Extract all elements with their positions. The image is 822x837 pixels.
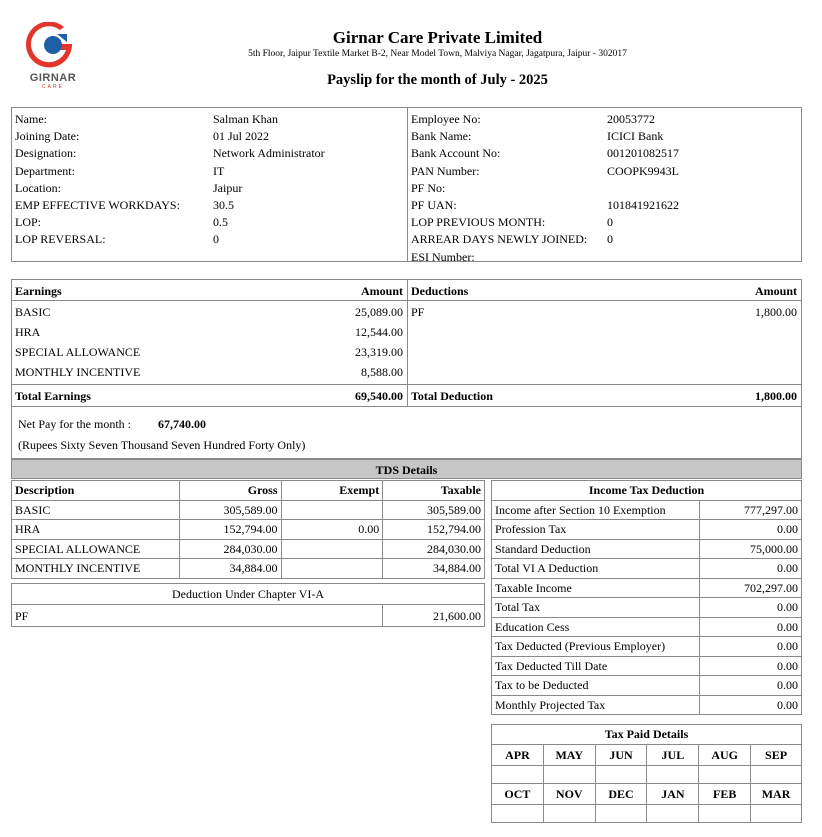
employee-field-value: Network Administrator [213,146,325,161]
tds-cell [281,539,383,559]
income-tax-row [492,637,802,657]
tds-row [12,559,485,579]
employee-field-value: 101841921622 [607,198,679,212]
income-tax-row [492,500,802,520]
tds-cell: 284,030.00 [179,539,281,559]
tds-cell: 152,794.00 [383,520,485,540]
tax-paid-month: OCT [492,783,544,804]
employee-field-label: PAN Number: [411,163,480,178]
tax-paid-month: JUL [647,744,699,765]
total-earnings-label: Total Earnings [15,389,91,403]
income-tax-amount: 777,297.00 [699,500,801,520]
company-address: 5th Floor, Jaipur Textile Market B-2, Near Model Town, Malviya Nagar, Jagatpura, Jaipur - 302017 [248,49,627,59]
employee-field-label: Joining Date: [15,129,80,144]
employee-field-label: Designation: [15,146,77,161]
income-tax-amount: 0.00 [699,695,801,715]
income-tax-label: Income after Section 10 Exemption [492,500,700,520]
income-tax-amount: 0.00 [699,617,801,637]
tds-cell [281,500,383,520]
total-earnings-amount: 69,540.00 [355,389,403,403]
income-tax-label: Tax to be Deducted [492,676,700,696]
income-tax-label: Total Tax [492,598,700,618]
income-tax-row [492,539,802,559]
company-name: Girnar Care Private Limited [332,28,543,47]
employee-field-value: 01 Jul 2022 [213,129,270,144]
income-tax-row [492,578,802,598]
earning-amount: 8,588.00 [361,365,403,379]
earnings-amount-header: Amount [360,284,403,298]
income-tax-label: Education Cess [492,617,700,637]
income-tax-row [492,676,802,696]
income-tax-row [492,617,802,637]
income-tax-title: Income Tax Deduction [492,481,802,501]
tds-cell: 305,589.00 [383,500,485,520]
tds-row [12,520,485,540]
tds-column-header: Description [12,481,180,501]
employee-field-value: Jaipur [213,180,243,195]
income-tax-label: Monthly Projected Tax [492,695,700,715]
income-tax-row [492,656,802,676]
tax-paid-month: APR [492,744,544,765]
earning-amount: 12,544.00 [355,325,403,339]
deductions-header: Deductions [411,284,469,298]
employee-field-value: 001201082517 [607,146,679,161]
employee-field-value: Salman Khan [213,112,278,126]
employee-field-label: LOP REVERSAL: [15,232,106,247]
tds-cell: MONTHLY INCENTIVE [12,559,180,579]
tax-paid-value [492,804,544,822]
tax-paid-value [699,765,751,783]
employee-field-value: IT [213,163,225,178]
tds-cell: HRA [12,520,180,540]
employee-field-label: LOP PREVIOUS MONTH: [411,215,546,230]
tax-paid-month-row [492,783,802,804]
tds-cell: 152,794.00 [179,520,281,540]
tax-paid-value [595,804,647,822]
earning-label: BASIC [15,305,51,319]
employee-field-label: Employee No: [411,112,481,126]
employee-field-label: ARREAR DAYS NEWLY JOINED: [411,232,588,247]
tax-paid-month: DEC [595,783,647,804]
employee-field-label: Name: [15,112,47,126]
tax-paid-value [751,804,802,822]
tds-cell: 0.00 [281,520,383,540]
tax-paid-value [595,765,647,783]
tax-paid-value [647,765,699,783]
tds-row [12,500,485,520]
employee-field-value: 0.5 [213,215,228,230]
net-pay-words: (Rupees Sixty Seven Thousand Seven Hundred Forty Only) [18,438,306,452]
tax-paid-value [647,804,699,822]
income-tax-amount: 75,000.00 [699,539,801,559]
tds-cell: 284,030.00 [383,539,485,559]
employee-field-value: 0 [607,215,613,230]
employee-field-label: ESI Number: [411,249,475,264]
employee-field-label: Location: [15,180,61,195]
total-deduction-amount: 1,800.00 [755,389,797,403]
earning-amount: 25,089.00 [355,305,403,319]
earnings-header: Earnings [15,284,62,298]
employee-field-label: PF UAN: [411,198,457,212]
tds-cell: SPECIAL ALLOWANCE [12,539,180,559]
income-tax-amount: 0.00 [699,598,801,618]
deductions-amount-header: Amount [754,284,797,298]
income-tax-row [492,695,802,715]
employee-field-value: COOPK9943L [607,163,680,178]
chapter-via-title: Deduction Under Chapter VI-A [12,584,485,605]
income-tax-label: Total VI A Deduction [492,559,700,579]
income-tax-label: Tax Deducted Till Date [492,656,700,676]
income-tax-label: Standard Deduction [492,539,700,559]
tax-paid-month-row [492,744,802,765]
tds-cell: BASIC [12,500,180,520]
chapter-via-row [12,605,485,627]
earning-label: MONTHLY INCENTIVE [15,365,141,379]
tax-paid-value [543,765,595,783]
employee-field-value: 30.5 [213,198,234,212]
deduction-label: PF [411,305,425,319]
tax-paid-table [491,724,802,823]
tds-column-header: Taxable [383,481,485,501]
tds-row [12,539,485,559]
employee-field-value: ICICI Bank [607,129,664,144]
tds-cell: 34,884.00 [179,559,281,579]
tax-paid-month: MAY [543,744,595,765]
employee-field-value: 20053772 [607,112,655,126]
tax-paid-month: MAR [751,783,802,804]
tax-paid-value [699,804,751,822]
tax-paid-value-row [492,804,802,822]
chapter-via-table [11,583,485,627]
chapter-via-label: PF [12,605,383,627]
net-pay-amount: 67,740.00 [158,417,206,431]
income-tax-amount: 0.00 [699,520,801,540]
tax-paid-month: JUN [595,744,647,765]
employee-field-value: 0 [607,232,613,247]
tax-paid-month: FEB [699,783,751,804]
tax-paid-month: NOV [543,783,595,804]
tds-column-header: Gross [179,481,281,501]
logo-text: GIRNAR [29,72,77,84]
net-pay-label: Net Pay for the month : [18,417,131,431]
tax-paid-month: JAN [647,783,699,804]
tds-title: TDS Details [11,459,802,479]
total-deduction-label: Total Deduction [411,389,493,403]
payslip-title: Payslip for the month of July - 2025 [327,72,548,88]
girnar-logo-icon [22,22,84,68]
employee-field-label: EMP EFFECTIVE WORKDAYS: [15,198,180,212]
employee-field-label: Department: [15,163,75,178]
tax-paid-value [492,765,544,783]
tax-paid-value [543,804,595,822]
income-tax-amount: 702,297.00 [699,578,801,598]
income-tax-label: Profession Tax [492,520,700,540]
income-tax-row [492,520,802,540]
income-tax-row [492,559,802,579]
employee-field-label: Bank Name: [411,129,472,144]
income-tax-amount: 0.00 [699,676,801,696]
employee-field-label: PF No: [411,180,446,195]
tds-column-header: Exempt [281,481,383,501]
tax-paid-title: Tax Paid Details [492,725,802,745]
employee-field-label: Bank Account No: [411,146,501,161]
income-tax-label: Tax Deducted (Previous Employer) [492,637,700,657]
tax-paid-value-row [492,765,802,783]
chapter-via-amount: 21,600.00 [383,605,485,627]
income-tax-amount: 0.00 [699,637,801,657]
employee-field-label: LOP: [15,215,42,230]
tax-paid-month: AUG [699,744,751,765]
logo-subtext: CARE [42,84,64,90]
tds-table [11,480,485,579]
tax-paid-value [751,765,802,783]
income-tax-row [492,598,802,618]
company-logo [22,22,84,92]
tax-paid-month: SEP [751,744,802,765]
income-tax-amount: 0.00 [699,559,801,579]
income-tax-label: Taxable Income [492,578,700,598]
earning-label: SPECIAL ALLOWANCE [15,345,141,359]
tds-cell: 34,884.00 [383,559,485,579]
earning-amount: 23,319.00 [355,345,403,359]
tds-cell: 305,589.00 [179,500,281,520]
tds-cell [281,559,383,579]
income-tax-amount: 0.00 [699,656,801,676]
earning-label: HRA [15,325,41,339]
employee-field-value: 0 [213,232,219,247]
income-tax-table [491,480,802,715]
deduction-amount: 1,800.00 [755,305,797,319]
